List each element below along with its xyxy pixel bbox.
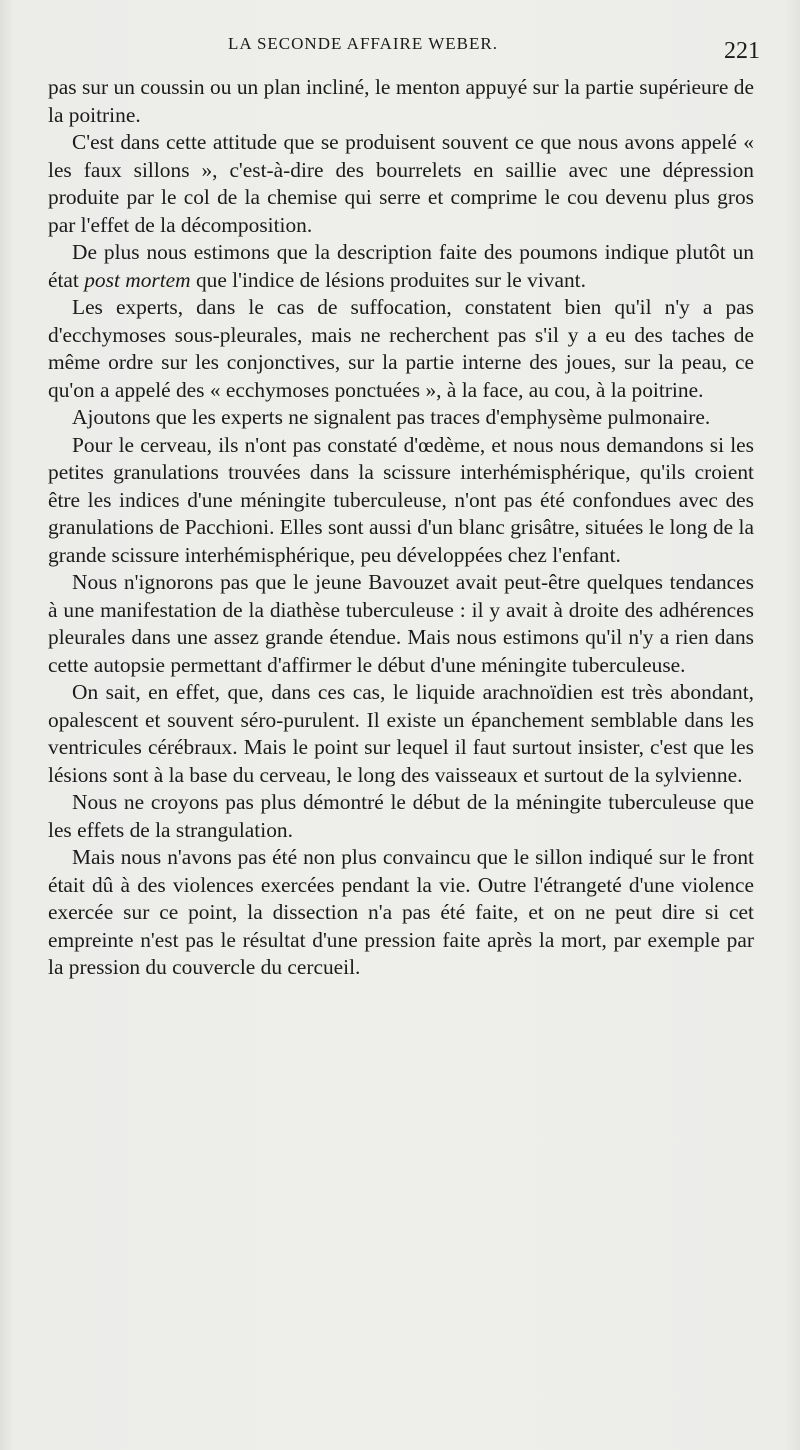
paragraph: Les experts, dans le cas de suffocation, constatent bien qu'il n'y a pas d'ecchymoses sous-pleurales, mais ne recherchent pas s'il y a eu des taches de même ordre sur les conjonctives, sur la partie interne des joues, sur la peau, ce qu'on a appelé des « ecchymoses ponctuées », à la face, au cou, à la poitrine. (48, 295, 754, 402)
paragraph (48, 239, 754, 294)
running-title: LA SECONDE AFFAIRE WEBER. (228, 34, 498, 53)
page-header (0, 30, 800, 66)
paragraph-text: que l'indice de lésions produites sur le vivant. (195, 267, 586, 292)
paragraph-continued: pas sur un coussin ou un plan incliné, le menton appuyé sur la partie supérieure de la poitrine. (48, 75, 754, 127)
body-text (48, 74, 754, 982)
paragraph: Nous n'ignorons pas que le jeune Bavouzet avait peut-être quelques tendances à une manifestation de la diathèse tuberculeuse : il y avait à droite des adhérences pleurales dans une assez grande étendue. Mais nous estimons qu'il n'y a rien dans cette autopsie permettant d'affirmer le début d'une méningite tuberculeuse. (48, 570, 754, 677)
paragraph-text: De plus nous estimons que la description faite des poumons indique plutôt un état (48, 240, 754, 292)
paragraph: C'est dans cette attitude que se produisent souvent ce que nous avons appelé « les faux sillons », c'est-à-dire des bourrelets en saillie avec une dépression produite par le col de la chemise qui serre et comprime le cou devenu plus gros par l'effet de la décomposition. (48, 130, 754, 237)
italic-term: post mortem (84, 267, 191, 292)
paragraph: Ajoutons que les experts ne signalent pas traces d'emphysème pulmonaire. (72, 405, 711, 429)
paragraph: Nous ne croyons pas plus démontré le début de la méningite tuberculeuse que les effets de la strangulation. (48, 790, 754, 842)
page-number: 221 (724, 38, 760, 64)
paragraph: On sait, en effet, que, dans ces cas, le liquide arachnoïdien est très abondant, opalescent et souvent séro-purulent. Il existe un épanchement semblable dans les ventricules cérébraux. Mais le point sur lequel il faut surtout insister, c'est que les lésions sont à la base du cerveau, le long des vaisseaux et surtout de la sylvienne. (48, 680, 754, 787)
paragraph: Mais nous n'avons pas été non plus convaincu que le sillon indiqué sur le front était dû à des violences exercées pendant la vie. Outre l'étrangeté d'une violence exercée sur ce point, la dissection n'a pas été faite, et on ne peut dire si cet empreinte n'est pas le résultat d'une pression faite après la mort, par exemple par la pression du couvercle du cercueil. (48, 845, 754, 979)
paragraph: Pour le cerveau, ils n'ont pas constaté d'œdème, et nous nous demandons si les petites granulations trouvées dans la scissure interhémisphérique, qu'ils croient être les indices d'une méningite tuberculeuse, n'ont pas été confondues avec des granulations de Pacchioni. Elles sont aussi d'un blanc grisâtre, situées le long de la grande scissure interhémisphérique, peu développées chez l'enfant. (48, 432, 754, 567)
